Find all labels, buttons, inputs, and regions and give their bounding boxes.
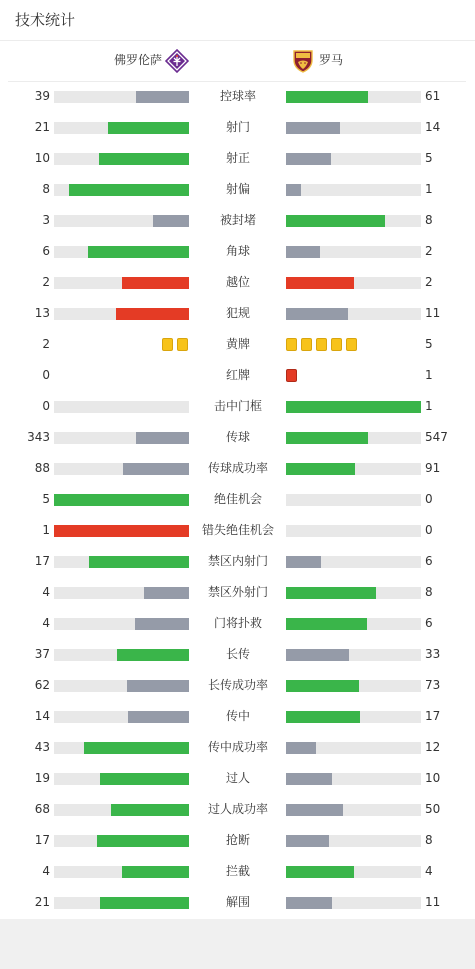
- header: [0, 0, 475, 41]
- yellow-card-icon: [162, 338, 173, 351]
- away-stat-value: 4: [425, 864, 433, 878]
- home-team-name: 佛罗伦萨: [113, 53, 162, 67]
- stat-row: [0, 856, 475, 887]
- stat-label: 过人: [225, 771, 250, 785]
- stat-label: 传中成功率: [207, 740, 268, 754]
- home-stat-bar: [54, 649, 189, 661]
- home-stat-value: 5: [42, 492, 50, 506]
- home-stat-value: 1: [42, 523, 50, 537]
- away-stat-bar: [286, 122, 421, 134]
- away-stat-bar-fill: [286, 835, 329, 847]
- home-stat-value: 17: [34, 554, 50, 568]
- stat-label: 过人成功率: [207, 802, 268, 816]
- stat-label: 越位: [225, 275, 250, 289]
- home-stat-bar-fill: [135, 618, 189, 630]
- stat-label: 射门: [225, 120, 250, 134]
- away-stat-value: 5: [425, 337, 433, 351]
- away-stat-bar-fill: [286, 773, 332, 785]
- home-stat-bar: [54, 308, 189, 320]
- stat-row: [0, 608, 475, 639]
- away-stat-value: 50: [425, 802, 441, 816]
- red-card-icon: [286, 369, 297, 382]
- stat-row: [0, 174, 475, 205]
- stat-row: [0, 267, 475, 298]
- away-stat-bar: [286, 587, 421, 599]
- page-title: 技术统计: [15, 11, 76, 29]
- home-stat-bar-fill: [136, 91, 189, 103]
- away-stat-value: 33: [425, 647, 441, 661]
- home-stat-bar-fill: [123, 463, 189, 475]
- stat-label: 击中门框: [213, 399, 262, 413]
- away-stat-value: 8: [425, 833, 433, 847]
- away-stat-bar: [286, 711, 421, 723]
- home-stat-value: 4: [42, 585, 50, 599]
- away-stat-value: 10: [425, 771, 441, 785]
- away-stat-value: 0: [425, 492, 433, 506]
- away-stat-bar: [286, 866, 421, 878]
- home-stat-bar: [54, 494, 189, 506]
- yellow-card-icon: [346, 338, 357, 351]
- away-stat-value: 11: [425, 306, 441, 320]
- away-stat-value: 6: [425, 554, 433, 568]
- away-stat-value: 1: [425, 368, 433, 382]
- home-stat-bar-fill: [122, 866, 190, 878]
- away-stat-bar: [286, 835, 421, 847]
- home-stat-bar-fill: [111, 804, 189, 816]
- away-stat-value: 73: [425, 678, 441, 692]
- away-stat-bar-fill: [286, 401, 421, 413]
- stat-row: [0, 577, 475, 608]
- stat-row: [0, 205, 475, 236]
- stat-row: [0, 887, 475, 918]
- home-stat-bar-fill: [136, 432, 189, 444]
- home-stat-bar: [54, 277, 189, 289]
- stat-label: 射偏: [225, 182, 250, 196]
- home-stat-bar-fill: [84, 742, 189, 754]
- stat-row: [0, 81, 475, 112]
- home-stat-value: 21: [34, 895, 50, 909]
- away-cards: [286, 369, 301, 382]
- away-stat-bar-fill: [286, 804, 343, 816]
- yellow-card-icon: [177, 338, 188, 351]
- away-stat-value: 1: [425, 182, 433, 196]
- home-stat-bar: [54, 742, 189, 754]
- home-stat-bar: [54, 153, 189, 165]
- away-stat-value: 91: [425, 461, 441, 475]
- stat-label: 长传: [225, 647, 250, 661]
- stat-row: [0, 484, 475, 515]
- away-stat-bar-fill: [286, 680, 359, 692]
- yellow-card-icon: [331, 338, 342, 351]
- away-stat-bar-fill: [286, 277, 354, 289]
- away-stat-value: 12: [425, 740, 441, 754]
- away-stat-bar: [286, 153, 421, 165]
- home-stat-value: 17: [34, 833, 50, 847]
- home-stat-bar-fill: [128, 711, 189, 723]
- away-stat-value: 0: [425, 523, 433, 537]
- away-stat-bar: [286, 215, 421, 227]
- home-stat-value: 13: [34, 306, 50, 320]
- away-stat-bar-fill: [286, 184, 301, 196]
- home-stat-bar: [54, 401, 189, 413]
- home-stat-bar-fill: [117, 649, 189, 661]
- stat-row: [0, 701, 475, 732]
- yellow-card-icon: [316, 338, 327, 351]
- away-stat-bar: [286, 556, 421, 568]
- home-stat-value: 43: [34, 740, 50, 754]
- away-stat-bar: [286, 494, 421, 506]
- away-stat-bar-fill: [286, 308, 348, 320]
- stat-row: [0, 639, 475, 670]
- home-stat-bar-fill: [144, 587, 189, 599]
- stat-row: [0, 515, 475, 546]
- away-stat-bar: [286, 804, 421, 816]
- home-stat-bar: [54, 184, 189, 196]
- away-stat-bar-fill: [286, 153, 331, 165]
- stat-label: 绝佳机会: [213, 492, 262, 506]
- away-stat-bar: [286, 401, 421, 413]
- home-stat-bar: [54, 246, 189, 258]
- away-stat-bar: [286, 525, 421, 537]
- away-stat-bar: [286, 463, 421, 475]
- stat-row: [0, 360, 475, 391]
- stat-label: 角球: [225, 244, 250, 258]
- away-stat-bar-fill: [286, 711, 360, 723]
- away-stat-value: 8: [425, 585, 433, 599]
- away-stat-bar: [286, 618, 421, 630]
- home-stat-bar-fill: [89, 556, 189, 568]
- home-stat-bar-fill: [99, 153, 189, 165]
- stat-row: [0, 732, 475, 763]
- stat-row: [0, 546, 475, 577]
- away-stat-bar-fill: [286, 122, 340, 134]
- home-stat-bar-fill: [122, 277, 190, 289]
- home-stat-bar: [54, 432, 189, 444]
- stat-row: [0, 236, 475, 267]
- home-stat-bar: [54, 463, 189, 475]
- away-stat-bar: [286, 649, 421, 661]
- away-stat-bar-fill: [286, 866, 354, 878]
- stat-label: 抢断: [225, 833, 250, 847]
- home-stat-value: 68: [34, 802, 50, 816]
- home-stat-bar: [54, 91, 189, 103]
- home-stat-bar-fill: [54, 494, 189, 506]
- stat-row: [0, 670, 475, 701]
- away-stat-bar-fill: [286, 556, 321, 568]
- home-stat-bar: [54, 122, 189, 134]
- home-stat-value: 37: [34, 647, 50, 661]
- stat-label: 禁区内射门: [207, 554, 268, 568]
- stat-row: [0, 112, 475, 143]
- stat-row: [0, 422, 475, 453]
- stat-label: 门将扑救: [213, 616, 262, 630]
- home-stat-bar-fill: [108, 122, 189, 134]
- home-stat-bar-fill: [127, 680, 189, 692]
- stat-label: 长传成功率: [207, 678, 268, 692]
- home-stat-value: 88: [34, 461, 50, 475]
- home-stat-value: 3: [42, 213, 50, 227]
- home-stat-bar: [54, 587, 189, 599]
- stat-label: 禁区外射门: [207, 585, 268, 599]
- away-stat-bar: [286, 773, 421, 785]
- home-stat-value: 21: [34, 120, 50, 134]
- home-stat-bar-fill: [54, 525, 189, 537]
- stat-label: 解围: [225, 895, 250, 909]
- home-stat-bar: [54, 215, 189, 227]
- home-stat-bar-fill: [153, 215, 189, 227]
- stat-label: 错失绝佳机会: [201, 523, 274, 537]
- away-stat-bar-fill: [286, 649, 349, 661]
- away-stat-bar-fill: [286, 215, 385, 227]
- home-stat-bar: [54, 556, 189, 568]
- away-stat-bar: [286, 432, 421, 444]
- stat-row: [0, 794, 475, 825]
- stat-label: 传中: [225, 709, 250, 723]
- home-stat-bar-fill: [100, 897, 189, 909]
- away-stat-value: 14: [425, 120, 441, 134]
- home-stat-value: 62: [34, 678, 50, 692]
- away-stat-bar: [286, 308, 421, 320]
- away-stat-bar-fill: [286, 432, 368, 444]
- home-stat-bar: [54, 711, 189, 723]
- stat-row: [0, 298, 475, 329]
- home-stat-bar: [54, 618, 189, 630]
- home-stat-value: 39: [34, 89, 50, 103]
- roma-crest-icon: [291, 49, 315, 73]
- home-stat-bar-fill: [88, 246, 189, 258]
- home-stat-bar-fill: [100, 773, 189, 785]
- away-stat-bar: [286, 246, 421, 258]
- stat-row: [0, 453, 475, 484]
- away-stat-value: 17: [425, 709, 441, 723]
- home-stat-value: 2: [42, 337, 50, 351]
- away-stat-value: 1: [425, 399, 433, 413]
- fiorentina-crest-icon: [165, 49, 189, 73]
- home-stat-value: 0: [42, 368, 50, 382]
- stat-row: [0, 763, 475, 794]
- away-stat-value: 6: [425, 616, 433, 630]
- stat-label: 控球率: [219, 89, 256, 103]
- stat-label: 射正: [225, 151, 250, 165]
- home-stat-value: 4: [42, 616, 50, 630]
- home-stat-bar: [54, 897, 189, 909]
- home-stat-bar: [54, 680, 189, 692]
- away-stat-bar: [286, 91, 421, 103]
- away-stat-bar-fill: [286, 91, 368, 103]
- stat-row: [0, 143, 475, 174]
- home-cards: [158, 338, 188, 351]
- stat-row: [0, 391, 475, 422]
- home-stat-value: 0: [42, 399, 50, 413]
- yellow-card-icon: [301, 338, 312, 351]
- home-stat-bar-fill: [97, 835, 189, 847]
- home-stat-bar-fill: [69, 184, 189, 196]
- away-cards: [286, 338, 361, 351]
- home-stat-value: 6: [42, 244, 50, 258]
- away-stat-bar-fill: [286, 742, 316, 754]
- home-stat-bar: [54, 866, 189, 878]
- away-stat-bar-fill: [286, 618, 367, 630]
- away-stat-bar: [286, 742, 421, 754]
- stat-label: 拦截: [225, 864, 250, 878]
- away-stat-bar-fill: [286, 246, 320, 258]
- home-stat-bar: [54, 773, 189, 785]
- home-stat-bar-fill: [116, 308, 189, 320]
- home-stat-value: 8: [42, 182, 50, 196]
- home-stat-value: 14: [34, 709, 50, 723]
- away-stat-value: 11: [425, 895, 441, 909]
- away-stat-value: 8: [425, 213, 433, 227]
- stat-row: [0, 329, 475, 360]
- away-stat-value: 547: [425, 430, 448, 444]
- home-stat-value: 4: [42, 864, 50, 878]
- away-team-name: 罗马: [319, 53, 344, 67]
- away-stat-bar: [286, 184, 421, 196]
- home-stat-bar: [54, 835, 189, 847]
- stat-label: 传球成功率: [207, 461, 268, 475]
- away-stat-value: 2: [425, 275, 433, 289]
- stat-row: [0, 825, 475, 856]
- away-stat-value: 5: [425, 151, 433, 165]
- stat-label: 黄牌: [225, 337, 250, 351]
- away-stat-bar: [286, 277, 421, 289]
- home-stat-bar: [54, 804, 189, 816]
- teams-row: [8, 41, 466, 82]
- home-stat-value: 343: [27, 430, 50, 444]
- stat-label: 被封堵: [219, 213, 256, 227]
- stat-label: 传球: [225, 430, 250, 444]
- stat-label: 犯规: [225, 306, 250, 320]
- home-stat-value: 19: [34, 771, 50, 785]
- yellow-card-icon: [286, 338, 297, 351]
- away-stat-bar-fill: [286, 897, 332, 909]
- away-stat-value: 61: [425, 89, 441, 103]
- home-stat-bar: [54, 525, 189, 537]
- away-stat-bar-fill: [286, 463, 355, 475]
- away-stat-bar-fill: [286, 587, 376, 599]
- away-stat-bar: [286, 897, 421, 909]
- home-stat-value: 10: [34, 151, 50, 165]
- away-stat-bar: [286, 680, 421, 692]
- home-stat-value: 2: [42, 275, 50, 289]
- away-stat-value: 2: [425, 244, 433, 258]
- stat-label: 红牌: [225, 368, 250, 382]
- stats-list: [0, 81, 475, 918]
